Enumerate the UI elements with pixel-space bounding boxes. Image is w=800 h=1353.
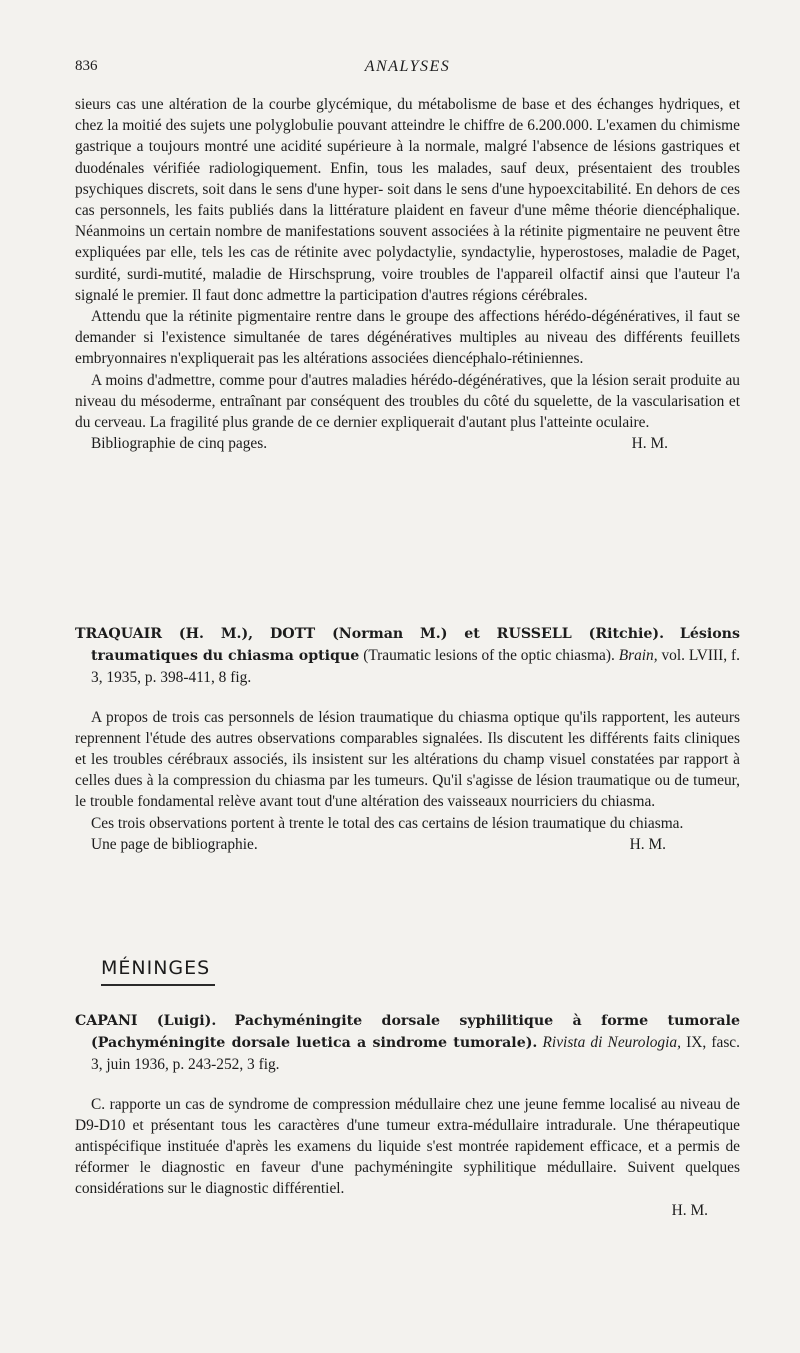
bibliography-note: Bibliographie de cinq pages. [91,435,268,453]
reviewer-signature: H. M. [671,1201,708,1219]
journal-name: Brain, [618,647,658,665]
review-title: Pachyméningite dorsale syphilitique à forme tumorale (Pachyméningite dorsale luetica a sindrome tumorale). [91,1013,740,1052]
signature-line [75,1200,740,1221]
journal-name: Rivista di Neurologia, [542,1034,681,1052]
bibliography-line [75,433,740,454]
reviewer-signature: H. M. [629,835,666,853]
running-title: ANALYSES [364,58,451,75]
bibliography-line [75,834,740,855]
body-paragraph: Ces trois observations portent à trente le total des cas certains de lésion traumatique du chiasma. [91,814,684,832]
body-paragraph: C. rapporte un cas de syndrome de compression médullaire chez une jeune femme localisé au niveau de D9-D10 et présentant tous les caractères d'une tumeur extra-médullaire intradurale. Une thérapeutique antispécifique instituée d'après les examens du liquide s'est montrée rapidement efficace, et a permis de réformer le diagnostic en faveur d'une pachyméningite syphilitique médullaire. Suivent quelques considérations sur le diagnostic différentiel. [75,1095,740,1198]
review-title-english: (Traumatic lesions of the optic chiasma). [363,647,615,665]
page-number: 836 [75,58,98,74]
body-paragraph: Attendu que la rétinite pigmentaire rentre dans le groupe des affections hérédo-dégénératives, il faut se demander si l'existence simultanée de tares dégénératives multiples au niveau des différents feuillets embryonnaires n'expliquerait pas les altérations associées diencéphalo-rétiniennes. [75,308,740,368]
page-header [75,58,740,82]
section-heading: MÉNINGES [101,957,211,979]
body-paragraph: sieurs cas une altération de la courbe glycémique, du métabolisme de base et des échanges hydriques, et chez la moitié des sujets une polyglobulie pouvant atteindre le chiffre de 6.200.000. L'examen du chimisme gastrique a toujours montré une acidité supérieure à la normale, malgré l'absence de lésions gastriques et duodénales vérifiée radiologiquement. Enfin, tous les malades, sauf deux, présentaient des troubles psychiques discrets, soit dans le sens d'une hyper- soit dans le sens d'une hypoexcitabilité. En dehors de ces cas personnels, les faits publiés dans la littérature plaident en faveur d'une même théorie diencéphalique. Néanmoins un certain nombre de manifestations souvent associées à la rétinite pigmentaire ne peuvent être expliquées par elle, tels les cas de rétinite avec polydactylie, syndactylie, hyperostoses, maladie de Paget, surdité, surdi-mutité, maladie de Hirschsprung, voire troubles de l'appareil olfactif ainsi que l'auteur l'a signalé le premier. Il faut donc admettre la participation d'autres régions cérébrales. [75,96,740,304]
citation: fasc. 3, juin 1936, p. 243-252, 3 fig. [91,1034,740,1074]
review-heading [75,1010,740,1076]
review-authors: TRAQUAIR (H. M.), DOTT (Norman M.) et RUSSELL (Ritchie). [75,626,665,642]
continued-review [75,94,740,454]
section-rule [101,984,215,986]
body-paragraph: A propos de trois cas personnels de lésion traumatique du chiasma optique qu'ils rapportent, les auteurs reprennent l'étude des autres observations comparables signalées. Ils discutent les différents faits cliniques et les troubles cérébraux associés, ils insistent sur les altérations du champ visuel constatées par rapport à celles dues à la compression du chiasma par les tumeurs. Qu'il s'agisse de lésion traumatique ou de tumeur, le trouble fondamental relève avant tout d'une altération des vaisseaux nourriciers du chiasma. [75,708,740,811]
bibliography-note: Une page de bibliographie. [91,835,258,853]
body-paragraph: A moins d'admettre, comme pour d'autres maladies hérédo-dégénératives, que la lésion serait produite au niveau du mésoderme, entraînant par conséquent des troubles du côté du squelette, de la vascularisation et du cerveau. La fragilité plus grande de ce dernier expliquerait d'autant plus l'atteinte oculaire. [75,371,740,432]
citation: vol. LVIII, f. 3, 1935, p. 398-411, 8 fig. [91,647,740,687]
review-heading [75,623,740,689]
review-traquair [75,623,740,855]
review-capani [75,1010,740,1221]
journal-volume: IX, [686,1034,707,1052]
reviewer-signature: H. M. [631,435,668,453]
review-authors: CAPANI (Luigi). [75,1013,217,1029]
review-title: Lésions traumatiques du chiasma optique [91,626,740,665]
